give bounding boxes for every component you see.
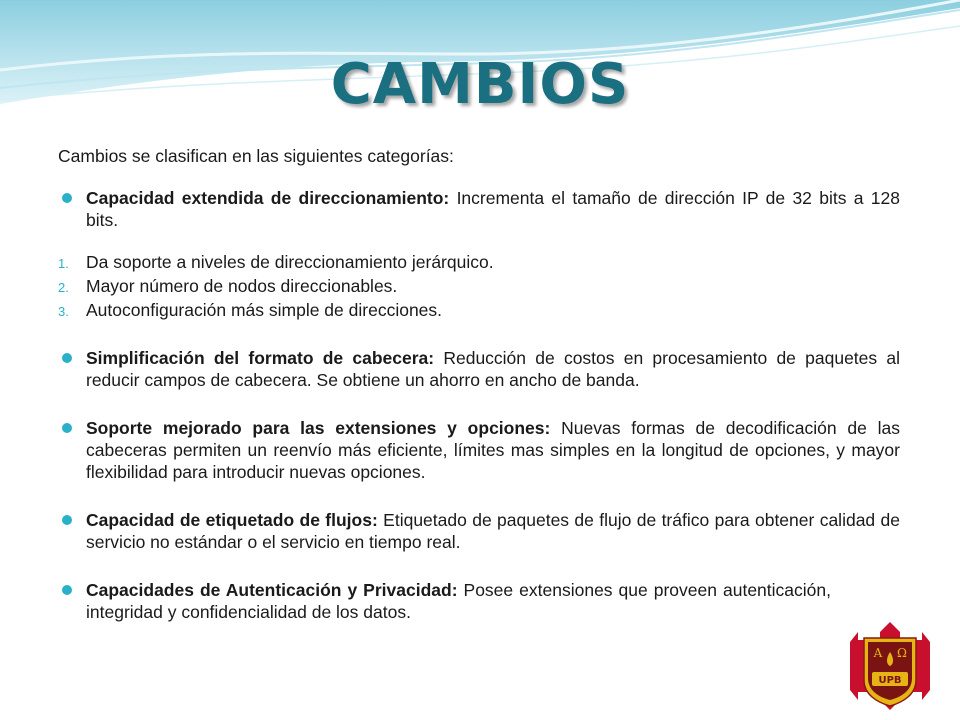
bullet-item [58,579,831,623]
bullet-item [58,509,900,553]
bullet-dot-icon [62,193,72,203]
list-item [58,299,900,321]
bullet-dot-icon [62,353,72,363]
list-number: 2. [58,280,69,295]
bullet-text: Incrementa el tamaño de dirección IP de 32 bits a 128 bits. [86,188,901,230]
crest-alpha: A [873,646,883,660]
bullet-item [58,347,900,391]
list-item-text: Mayor número de nodos direccionables. [86,276,398,296]
slide-title: CAMBIOS [330,52,630,117]
bullet-heading: Capacidades de Autenticación y Privacidad: [86,580,458,600]
bullet-heading: Capacidad de etiquetado de flujos: [86,510,378,530]
bullet-dot-icon [62,423,72,433]
list-item-text: Da soporte a niveles de direccionamiento jerárquico. [86,252,494,272]
list-item [58,275,900,297]
intro-text: Cambios se clasifican en las siguientes categorías: [58,146,454,166]
bullet-text: Etiquetado de paquetes de flujo de tráfico para obtener calidad de servicio no estándar o el servicio en tiempo real. [86,510,900,552]
numbered-list [58,251,900,321]
bullet-text: Nuevas formas de decodificación de las cabeceras permiten un reenvío más eficiente, límites mas simples en la longitud de opciones, y mayor flexibilidad para introducir nuevas opciones. [86,418,900,482]
bullet-item [58,417,900,483]
bullet-heading: Capacidad extendida de direccionamiento: [86,188,450,208]
bullet-dot-icon [62,515,72,525]
list-item-text: Autoconfiguración más simple de direcciones. [86,300,443,320]
university-crest-icon [848,620,932,712]
list-number: 1. [58,256,69,271]
slide-body [58,145,900,649]
list-item [58,251,900,273]
crest-text: UPB [878,675,902,686]
bullet-text: Posee extensiones que proveen autenticación, integridad y confidencialidad de los datos. [86,580,831,622]
bullet-item [58,187,900,231]
list-number: 3. [58,304,69,319]
bullet-heading: Soporte mejorado para las extensiones y opciones: [86,418,551,438]
crest-omega: Ω [897,646,907,660]
bullet-dot-icon [62,585,72,595]
bullet-text: Reducción de costos en procesamiento de paquetes al reducir campos de cabecera. Se obtiene un ahorro en ancho de banda. [86,348,900,390]
bullet-heading: Simplificación del formato de cabecera: [86,348,435,368]
